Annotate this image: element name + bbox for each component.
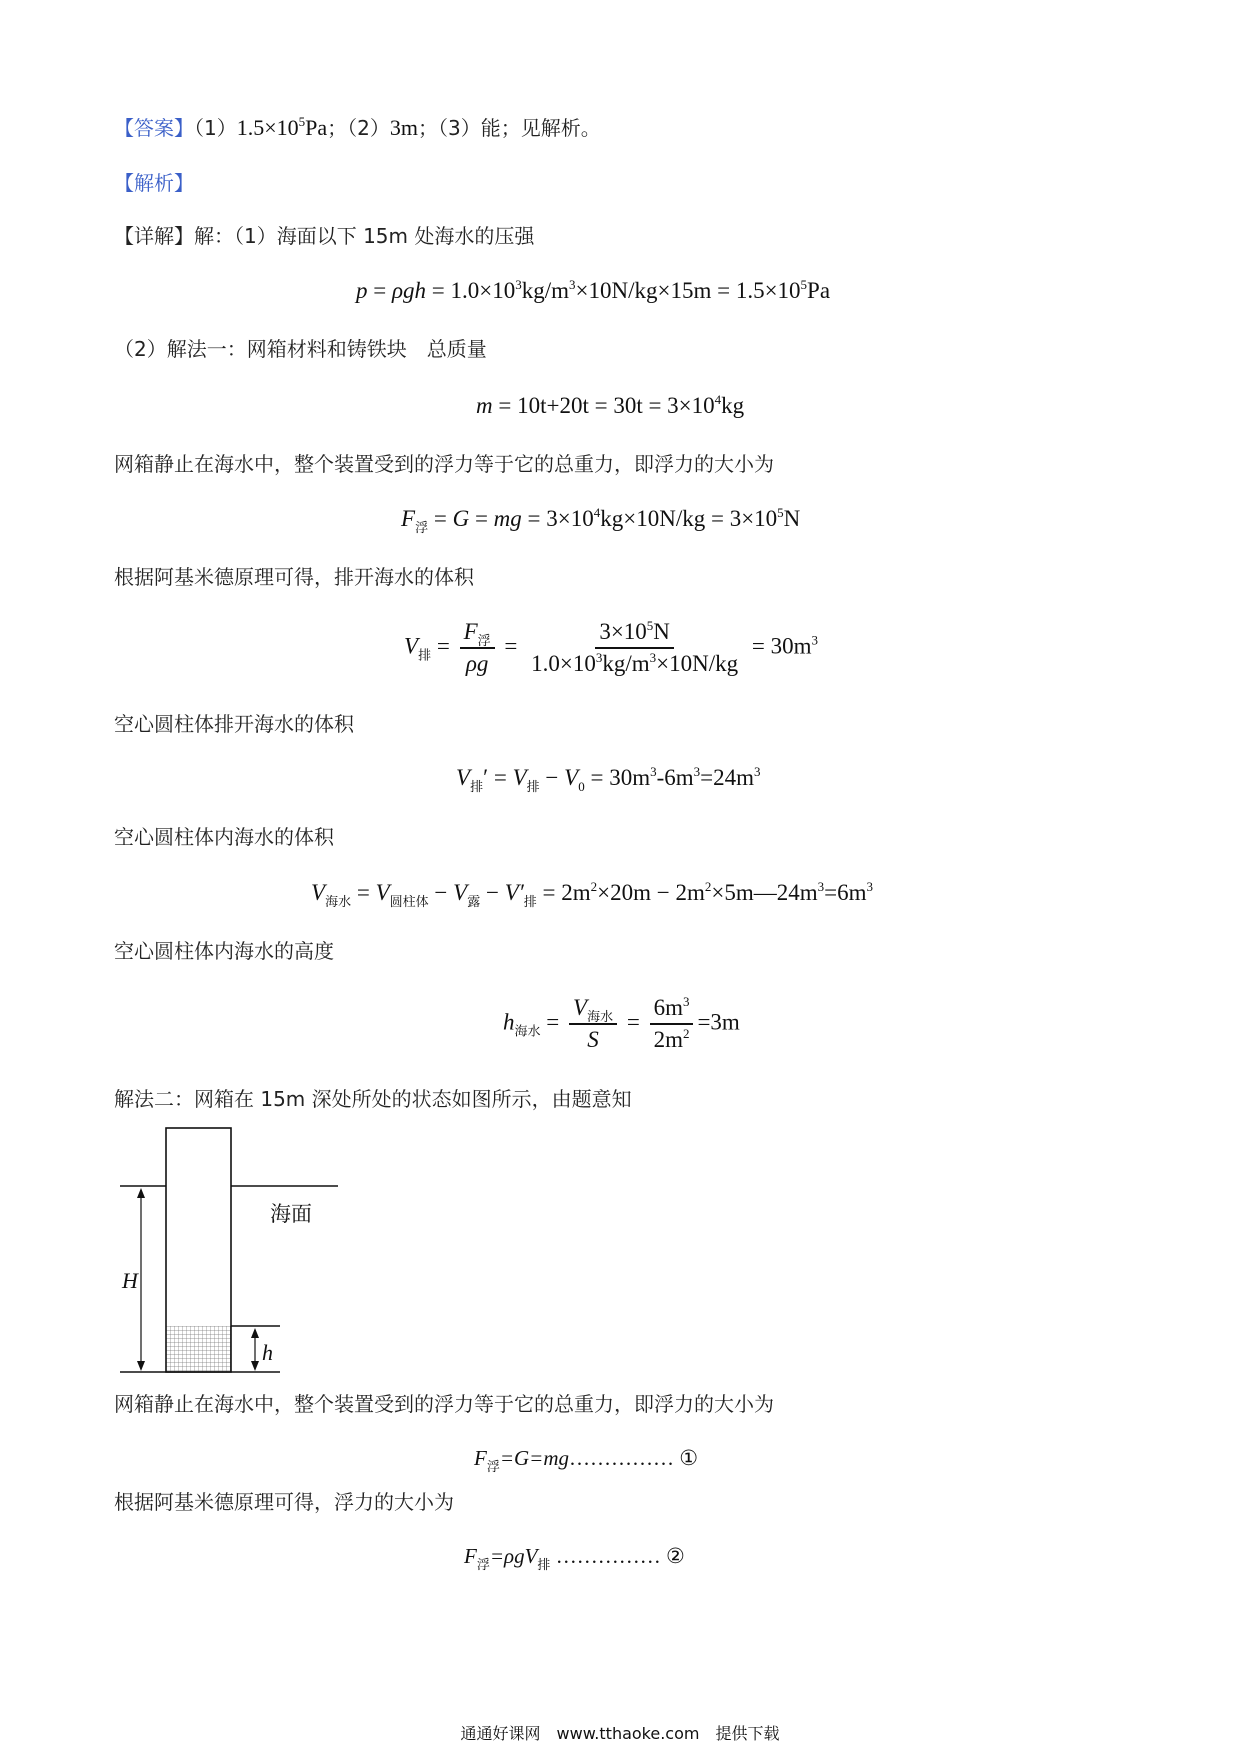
H-label: H — [122, 1268, 138, 1293]
detail-tag: 【详解】 — [114, 224, 194, 248]
answer-tag: 【答案】 — [114, 116, 194, 140]
mass-formula: $m = 10t+20t = 30t = 3\times 10^4kg$ — [476, 392, 745, 418]
static1-text: 网箱静止在海水中，整个装置受到的浮力等于它的总重力，即浮力的大小为 — [114, 452, 774, 476]
archimedes2-text: 根据阿基米德原理可得，浮力的大小为 — [114, 1490, 454, 1514]
analysis-tag: 【解析】 — [114, 171, 194, 195]
vprime-formula: $V_排' = V_排 - V_0 = 30m^3-6m^3=24m^3$ — [456, 764, 761, 794]
detail-line: 【详解】解：（1）海面以下 15m 处海水的压强 — [114, 224, 535, 248]
answer-line: 【答案】$(1)1.5\times 10^5Pa$；（2）3m；（3）能；见解析。 — [114, 114, 601, 140]
equation-2: $F_浮=\rho gV_排$ …………… ② — [464, 1544, 685, 1572]
water-fill — [166, 1326, 231, 1372]
sea-surface-label: 海面 — [270, 1202, 312, 1226]
sea-volume-formula: $V_{海水} = V_{圆柱体} - V_露 - V'_排 = 2m^2\times 20m$ − $2m^2\times 5m—24m^3=6m^3$ — [311, 879, 874, 909]
method2-text: 解法二：网箱在 15m 深处所处的状态如图所示，由题意知 — [114, 1087, 632, 1111]
height-formula: $h_{海水}$ = $\frac{V_{海水}}{S}$ = $\frac{6m^3}{2m^2}$ =3m — [503, 994, 740, 1052]
buoyancy-formula: $F_浮 = G$ = mg = $3\times 10^4kg\times 10N/kg = 3\times 10^5N$ — [401, 505, 801, 535]
h-label: h — [262, 1340, 273, 1365]
static2-text: 网箱静止在海水中，整个装置受到的浮力等于它的总重力，即浮力的大小为 — [114, 1392, 774, 1416]
footer-credit: 通通好课网 www.tthaoke.com 提供下载 — [460, 1724, 780, 1743]
volume-formula: $V_排$ = $\frac{F_浮}{\rho g}$ = $\frac{3\times 10^5N}{1.0\times 10^3kg/m^3\times 10N/kg}$ = $30m^3$ — [404, 618, 818, 676]
method1-text: （2）解法一：网箱材料和铸铁块 总质量 — [114, 337, 487, 361]
net-cage-diagram — [110, 1126, 350, 1376]
hollow-height-text: 空心圆柱体内海水的高度 — [114, 939, 334, 963]
equation-1: $F_浮=G=mg\dots\dots\dots\dots\dots$ ① — [474, 1446, 699, 1474]
hollow-displacement-text: 空心圆柱体排开海水的体积 — [114, 712, 354, 736]
pressure-formula: $p = \rho gh = 1.0\times 10^3kg/m^3\times 10N/kg\times 15m = 1.5\times 10^5Pa$ — [356, 277, 831, 303]
archimedes1-text: 根据阿基米德原理可得，排开海水的体积 — [114, 565, 474, 589]
hollow-volume-text: 空心圆柱体内海水的体积 — [114, 825, 334, 849]
